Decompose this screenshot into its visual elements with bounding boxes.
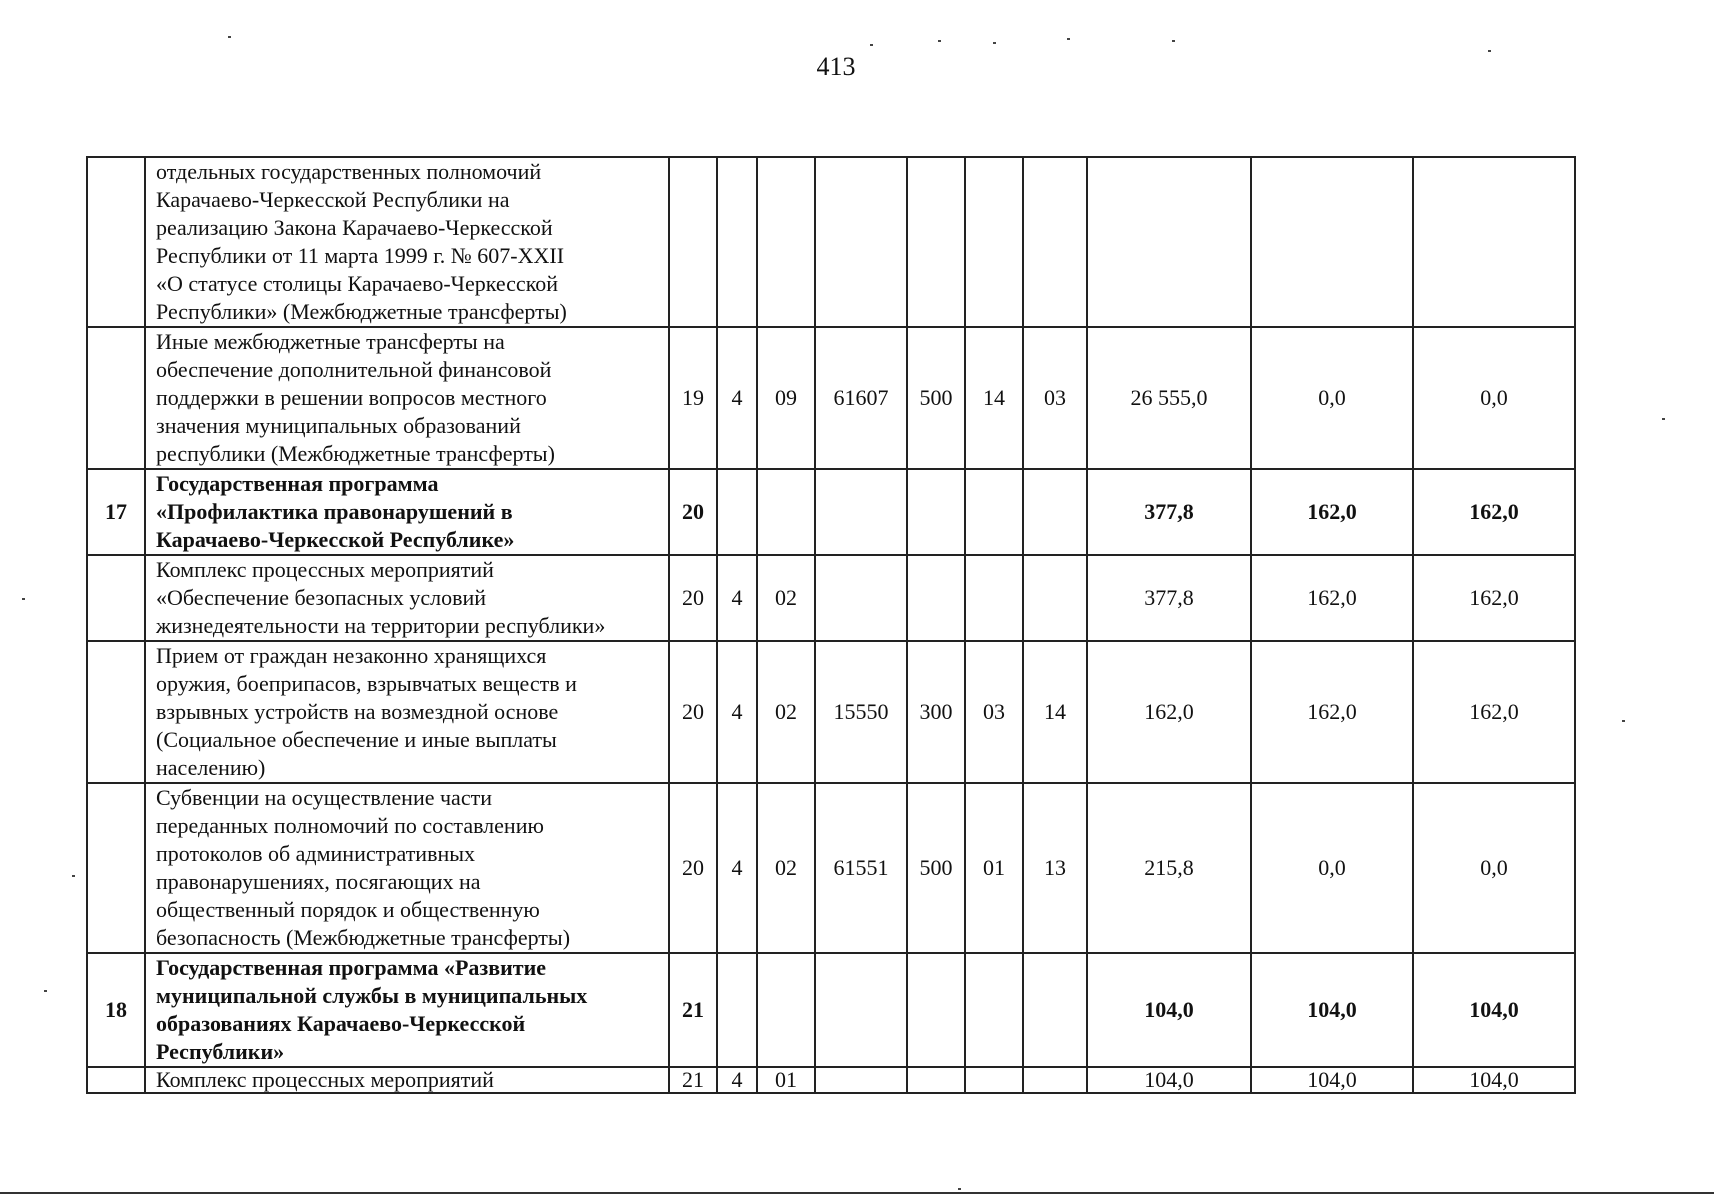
amount-cell: 162,0 (1251, 555, 1413, 641)
code-cell: 02 (757, 783, 815, 953)
row-description (145, 469, 669, 555)
code-cell (1023, 555, 1087, 641)
description-line: оружия, боеприпасов, взрывчатых веществ и (156, 671, 577, 696)
row-description (145, 157, 669, 327)
code-cell: 02 (757, 641, 815, 783)
amount-cell (1413, 157, 1575, 327)
row-description (145, 327, 669, 469)
amount-cell: 0,0 (1251, 783, 1413, 953)
description-line: правонарушениях, посягающих на (156, 869, 481, 894)
scan-speck (870, 44, 873, 46)
code-cell (1023, 953, 1087, 1067)
code-cell (815, 469, 907, 555)
code-cell (717, 469, 757, 555)
code-cell (907, 555, 965, 641)
code-cell: 61551 (815, 783, 907, 953)
table-row (87, 641, 1575, 783)
code-cell: 20 (669, 469, 717, 555)
code-cell: 02 (757, 555, 815, 641)
row-description (145, 953, 669, 1067)
description-line: Прием от граждан незаконно хранящихся (156, 643, 547, 668)
row-number (87, 327, 145, 469)
code-cell: 300 (907, 641, 965, 783)
row-description (145, 641, 669, 783)
scan-speck (72, 875, 75, 877)
code-cell: 4 (717, 1067, 757, 1093)
amount-cell: 104,0 (1251, 1067, 1413, 1093)
table-row (87, 783, 1575, 953)
code-cell (815, 953, 907, 1067)
code-cell (907, 469, 965, 555)
row-number (87, 783, 145, 953)
description-line: Комплекс процессных мероприятий (156, 1067, 494, 1092)
amount-cell: 162,0 (1087, 641, 1251, 783)
description-line: Субвенции на осуществление части (156, 785, 492, 810)
amount-cell: 0,0 (1413, 327, 1575, 469)
row-number (87, 555, 145, 641)
code-cell: 20 (669, 555, 717, 641)
table-body (87, 157, 1575, 1093)
description-line: (Социальное обеспечение и иные выплаты (156, 727, 557, 752)
amount-cell: 104,0 (1413, 1067, 1575, 1093)
amount-cell (1087, 157, 1251, 327)
code-cell: 03 (1023, 327, 1087, 469)
amount-cell: 104,0 (1087, 1067, 1251, 1093)
description-line: Государственная программа «Развитие (156, 955, 547, 980)
code-cell (757, 469, 815, 555)
scan-speck (1622, 720, 1625, 722)
code-cell: 01 (757, 1067, 815, 1093)
code-cell: 19 (669, 327, 717, 469)
description-line: взрывных устройств на возмездной основе (156, 699, 559, 724)
amount-cell: 104,0 (1251, 953, 1413, 1067)
code-cell: 500 (907, 783, 965, 953)
description-line: отдельных государственных полномочий (156, 159, 542, 184)
code-cell: 14 (965, 327, 1023, 469)
description-line: образованиях Карачаево-Черкесской (156, 1011, 526, 1036)
description-line: Республики» (156, 1039, 285, 1064)
row-description (145, 783, 669, 953)
description-line: населению) (156, 755, 266, 780)
code-cell (757, 953, 815, 1067)
code-cell: 61607 (815, 327, 907, 469)
amount-cell: 104,0 (1413, 953, 1575, 1067)
code-cell (965, 953, 1023, 1067)
amount-cell: 215,8 (1087, 783, 1251, 953)
amount-cell: 377,8 (1087, 555, 1251, 641)
code-cell (965, 157, 1023, 327)
code-cell (965, 1067, 1023, 1093)
code-cell: 15550 (815, 641, 907, 783)
row-description (145, 555, 669, 641)
description-line: Карачаево-Черкесской Республики на (156, 187, 510, 212)
description-line: Комплекс процессных мероприятий (156, 557, 494, 582)
scan-speck (1662, 418, 1665, 420)
description-line: муниципальной службы в муниципальных (156, 983, 588, 1008)
code-cell: 13 (1023, 783, 1087, 953)
code-cell (907, 157, 965, 327)
description-line: «О статусе столицы Карачаево-Черкесской (156, 271, 559, 296)
code-cell: 01 (965, 783, 1023, 953)
row-number (87, 641, 145, 783)
table-row (87, 157, 1575, 327)
amount-cell: 0,0 (1251, 327, 1413, 469)
amount-cell: 162,0 (1413, 555, 1575, 641)
code-cell (1023, 157, 1087, 327)
code-cell: 03 (965, 641, 1023, 783)
row-number (87, 157, 145, 327)
description-line: протоколов об административных (156, 841, 476, 866)
description-line: безопасность (Межбюджетные трансферты) (156, 925, 571, 950)
code-cell (1023, 1067, 1087, 1093)
description-line: Республики от 11 марта 1999 г. № 607-XXII (156, 243, 565, 268)
description-line: республики (Межбюджетные трансферты) (156, 441, 555, 466)
scan-speck (938, 40, 941, 42)
scan-speck (993, 42, 996, 44)
description-line: Карачаево-Черкесской Республике» (156, 527, 515, 552)
code-cell: 4 (717, 783, 757, 953)
code-cell (717, 953, 757, 1067)
amount-cell: 162,0 (1251, 641, 1413, 783)
description-line: Республики» (Межбюджетные трансферты) (156, 299, 567, 324)
description-line: общественный порядок и общественную (156, 897, 540, 922)
code-cell: 21 (669, 953, 717, 1067)
code-cell (907, 953, 965, 1067)
description-line: обеспечение дополнительной финансовой (156, 357, 552, 382)
amount-cell: 377,8 (1087, 469, 1251, 555)
code-cell: 20 (669, 641, 717, 783)
table-row (87, 327, 1575, 469)
code-cell (815, 1067, 907, 1093)
code-cell: 21 (669, 1067, 717, 1093)
code-cell (815, 555, 907, 641)
scan-speck (958, 1188, 961, 1190)
amount-cell: 162,0 (1251, 469, 1413, 555)
code-cell: 4 (717, 327, 757, 469)
code-cell (965, 469, 1023, 555)
description-line: «Обеспечение безопасных условий (156, 585, 487, 610)
amount-cell (1251, 157, 1413, 327)
description-line: значения муниципальных образований (156, 413, 521, 438)
scan-speck (228, 36, 231, 38)
row-description (145, 1067, 669, 1093)
amount-cell: 104,0 (1087, 953, 1251, 1067)
code-cell (757, 157, 815, 327)
code-cell (669, 157, 717, 327)
scan-speck (1488, 50, 1491, 52)
page-number: 413 (816, 52, 856, 81)
description-line: Государственная программа (156, 471, 439, 496)
table-row (87, 555, 1575, 641)
amount-cell: 26 555,0 (1087, 327, 1251, 469)
code-cell: 14 (1023, 641, 1087, 783)
description-line: реализацию Закона Карачаево-Черкесской (156, 215, 553, 240)
code-cell: 20 (669, 783, 717, 953)
code-cell (717, 157, 757, 327)
code-cell (907, 1067, 965, 1093)
scan-speck (1067, 38, 1070, 40)
program-row (87, 469, 1575, 555)
code-cell: 500 (907, 327, 965, 469)
description-line: переданных полномочий по составлению (156, 813, 544, 838)
code-cell: 4 (717, 555, 757, 641)
scan-edge-line (0, 1192, 1714, 1194)
row-number (87, 1067, 145, 1093)
code-cell (965, 555, 1023, 641)
scan-speck (44, 990, 47, 992)
amount-cell: 162,0 (1413, 641, 1575, 783)
row-number: 18 (87, 953, 145, 1067)
code-cell: 09 (757, 327, 815, 469)
amount-cell: 0,0 (1413, 783, 1575, 953)
description-line: Иные межбюджетные трансферты на (156, 329, 505, 354)
code-cell (815, 157, 907, 327)
description-line: жизнедеятельности на территории республики» (156, 613, 606, 638)
scan-speck (1172, 40, 1175, 42)
program-row (87, 953, 1575, 1067)
row-number: 17 (87, 469, 145, 555)
scan-speck (22, 598, 25, 600)
table-row (87, 1067, 1575, 1093)
amount-cell: 162,0 (1413, 469, 1575, 555)
description-line: поддержки в решении вопросов местного (156, 385, 547, 410)
description-line: «Профилактика правонарушений в (156, 499, 513, 524)
code-cell: 4 (717, 641, 757, 783)
budget-table (86, 156, 1576, 1094)
code-cell (1023, 469, 1087, 555)
